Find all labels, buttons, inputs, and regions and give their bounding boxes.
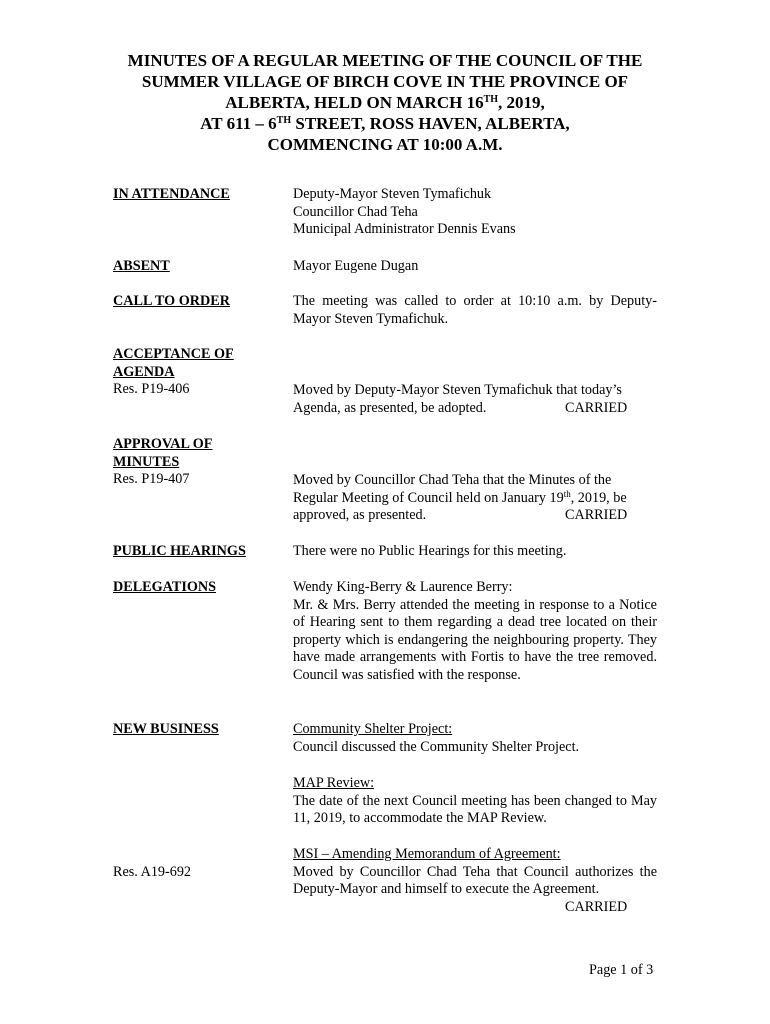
community-shelter-title: Community Shelter Project:: [293, 721, 453, 737]
title-line-4-sup: TH: [276, 115, 292, 126]
absent-text: Mayor Eugene Dugan: [293, 258, 419, 274]
delegations-label: [113, 579, 283, 597]
title-line-5: COMMENCING AT 10:00 A.M.: [267, 135, 503, 154]
title-line-3-text: ALBERTA, HELD ON MARCH 16: [225, 93, 484, 112]
public-hearings-heading: PUBLIC HEARINGS: [113, 543, 246, 559]
minutes-motion-line-3-text: approved, as presented.: [293, 507, 427, 524]
public-hearings-label: [113, 543, 283, 561]
community-shelter-item: [293, 721, 657, 756]
absent-heading: ABSENT: [113, 258, 170, 274]
minutes-heading-line-2: MINUTES: [113, 453, 180, 470]
agenda-motion-line-2: [293, 400, 657, 418]
new-business-heading: NEW BUSINESS: [113, 721, 219, 737]
agenda-section-label: [113, 346, 283, 399]
minutes-motion: [293, 472, 657, 525]
minutes-motion-line-2-sup: th: [563, 488, 571, 499]
attendance-list: [293, 186, 657, 239]
msi-carried: CARRIED: [565, 898, 628, 915]
map-review-text: The date of the next Council meeting has been changed to May 11, 2019, to accommodate the MAP Review.: [293, 792, 657, 827]
call-to-order-label: [113, 293, 283, 311]
title-line-3-sup: TH: [483, 94, 499, 105]
title-line-4-post: STREET, ROSS HAVEN, ALBERTA,: [291, 114, 570, 133]
page-number: Page 1 of 3: [589, 962, 654, 978]
msi-text: Moved by Councillor Chad Teha that Council authorizes the Deputy-Mayor and himself to execute the Agreement.: [293, 863, 657, 898]
msi-resolution-label: [113, 864, 283, 882]
attendance-item: Deputy-Mayor Steven Tymafichuk: [293, 186, 492, 202]
title-line-3-post: , 2019,: [498, 93, 545, 112]
attendance-section-label: [113, 186, 283, 204]
delegations-text: Mr. & Mrs. Berry attended the meeting in response to a Notice of Hearing sent to them regarding a dead tree located on their property which is endangering the neighbouring property. They have made arrangements with Fortis to have the tree removed. Council was satisfied with the response.: [293, 596, 657, 683]
msi-item: [293, 846, 657, 916]
delegations-content: [293, 579, 657, 685]
minutes-motion-line-3: [293, 507, 657, 525]
agenda-carried: CARRIED: [565, 399, 628, 416]
delegations-names: Wendy King-Berry & Laurence Berry:: [293, 579, 513, 595]
minutes-carried: CARRIED: [565, 507, 628, 524]
document-title: [100, 50, 670, 155]
minutes-resolution-number: Res. P19-407: [113, 471, 190, 488]
call-to-order-heading: CALL TO ORDER: [113, 293, 230, 309]
agenda-heading-line-1: ACCEPTANCE OF: [113, 346, 234, 362]
minutes-heading-line-1: APPROVAL OF: [113, 436, 213, 452]
minutes-motion-line-1: Moved by Councillor Chad Teha that the Minutes of the: [293, 472, 612, 488]
map-review-title: MAP Review:: [293, 775, 375, 791]
title-line-4: [100, 113, 670, 134]
absent-section-label: [113, 258, 283, 276]
title-line-3: [100, 92, 670, 113]
community-shelter-text: Council discussed the Community Shelter Project.: [293, 738, 580, 755]
attendance-heading: IN ATTENDANCE: [113, 186, 230, 202]
msi-resolution-number: Res. A19-692: [113, 864, 192, 880]
minutes-section-label: [113, 436, 283, 489]
minutes-motion-line-2-post: , 2019, be: [570, 489, 627, 506]
public-hearings-text: There were no Public Hearings for this meeting.: [293, 543, 567, 559]
agenda-motion: [293, 382, 657, 417]
agenda-heading-line-2: AGENDA: [113, 363, 175, 380]
agenda-resolution-number: Res. P19-406: [113, 381, 190, 398]
call-to-order-text: The meeting was called to order at 10:10 a.m. by Deputy-Mayor Steven Tymafichuk.: [293, 293, 657, 327]
title-line-1: MINUTES OF A REGULAR MEETING OF THE COUNCIL OF THE: [127, 51, 643, 70]
map-review-item: [293, 775, 657, 828]
new-business-label: [113, 721, 283, 739]
msi-title: MSI – Amending Memorandum of Agreement:: [293, 846, 561, 862]
attendance-item: Municipal Administrator Dennis Evans: [293, 221, 516, 238]
agenda-motion-line-2-text: Agenda, as presented, be adopted.: [293, 399, 487, 416]
title-line-2: SUMMER VILLAGE OF BIRCH COVE IN THE PROVINCE OF: [141, 72, 629, 91]
minutes-motion-line-2-text: Regular Meeting of Council held on January 19: [293, 489, 564, 506]
attendance-item: Councillor Chad Teha: [293, 203, 418, 220]
minutes-motion-line-2: [293, 490, 657, 508]
agenda-motion-line-1: Moved by Deputy-Mayor Steven Tymafichuk that today’s: [293, 382, 622, 398]
title-line-4-text: AT 611 – 6: [200, 114, 277, 133]
delegations-heading: DELEGATIONS: [113, 579, 217, 595]
